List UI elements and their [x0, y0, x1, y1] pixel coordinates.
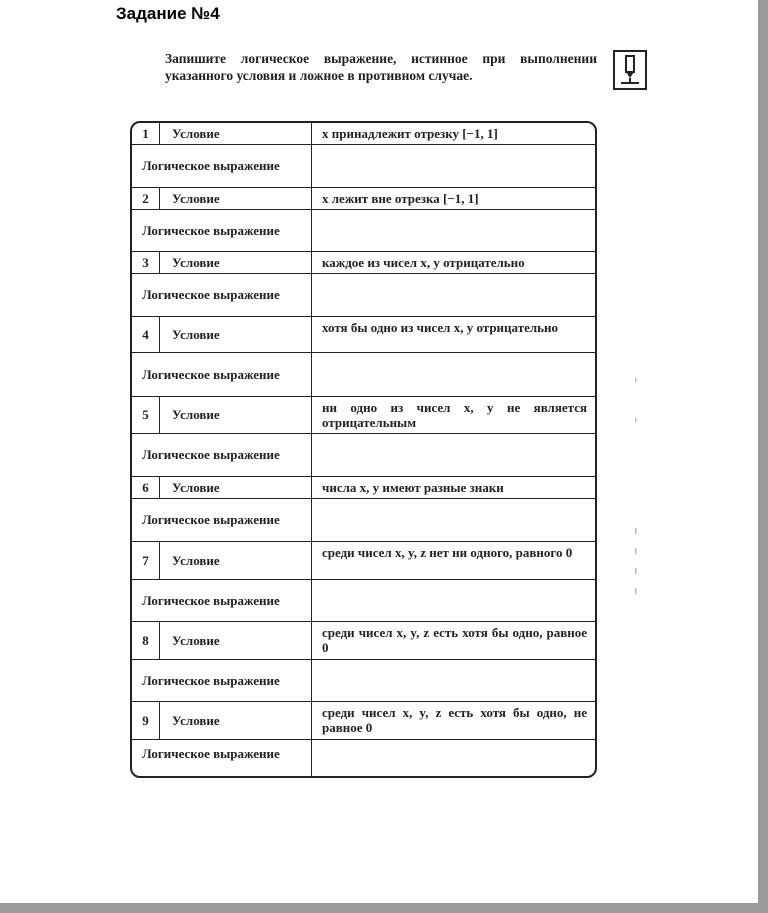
- condition-row: [132, 317, 595, 353]
- expression-label: Логическое выражение: [132, 145, 312, 187]
- expression-answer-cell[interactable]: [312, 499, 595, 541]
- expression-row: [132, 499, 595, 542]
- condition-label: Условие: [160, 188, 312, 209]
- condition-text: среди чисел x, y, z есть хотя бы одно, не равное 0: [322, 705, 587, 735]
- condition-label: Условие: [160, 252, 312, 273]
- expression-answer-cell[interactable]: [312, 210, 595, 251]
- expression-answer-cell[interactable]: [312, 145, 595, 187]
- item-number: 1: [132, 123, 160, 144]
- condition-text: каждое из чисел x, y отрицательно: [322, 255, 525, 270]
- expression-label: Логическое выражение: [132, 353, 312, 396]
- task-title: Задание №4: [116, 4, 220, 23]
- item-number: 4: [132, 317, 160, 352]
- expression-row: [132, 580, 595, 622]
- condition-label: Условие: [160, 702, 312, 739]
- expression-row: [132, 210, 595, 252]
- item-number: 2: [132, 188, 160, 209]
- expression-answer-cell[interactable]: [312, 740, 595, 778]
- condition-row: [132, 622, 595, 660]
- condition-text: хотя бы одно из чисел x, y отрицательно: [322, 320, 559, 335]
- expression-label: Логическое выражение: [132, 274, 312, 316]
- expression-row: [132, 740, 595, 778]
- expression-answer-cell[interactable]: [312, 274, 595, 316]
- condition-text: числа x, y имеют разные знаки: [322, 480, 504, 495]
- condition-row: [132, 397, 595, 434]
- condition-text: x принадлежит отрезку [−1, 1]: [322, 126, 498, 141]
- margin-scan-marks: [634, 378, 638, 618]
- condition-row: [132, 702, 595, 740]
- expression-label: Логическое выражение: [132, 660, 312, 701]
- condition-text: x лежит вне отрезка [−1, 1]: [322, 191, 479, 206]
- condition-label: Условие: [160, 477, 312, 498]
- item-number: 3: [132, 252, 160, 273]
- expression-row: [132, 145, 595, 188]
- condition-label: Условие: [160, 622, 312, 659]
- item-number: 8: [132, 622, 160, 659]
- condition-row: [132, 252, 595, 274]
- expression-row: [132, 353, 595, 397]
- condition-row: [132, 123, 595, 145]
- condition-label: Условие: [160, 397, 312, 433]
- task-instruction: Запишите логическое выражение, истинное при выполнении указанного условия и ложное в противном случае.: [165, 51, 597, 83]
- condition-row: [132, 477, 595, 499]
- item-number: 9: [132, 702, 160, 739]
- condition-row: [132, 188, 595, 210]
- expression-row: [132, 660, 595, 702]
- condition-row: [132, 542, 595, 580]
- pen-icon: [613, 50, 647, 90]
- expression-answer-cell[interactable]: [312, 353, 595, 396]
- expression-label: Логическое выражение: [132, 434, 312, 476]
- expression-row: [132, 274, 595, 317]
- item-number: 7: [132, 542, 160, 579]
- expression-label: Логическое выражение: [132, 580, 312, 621]
- condition-label: Условие: [160, 317, 312, 352]
- expression-answer-cell[interactable]: [312, 660, 595, 701]
- condition-label: Условие: [160, 123, 312, 144]
- condition-text: среди чисел x, y, z нет ни одного, равного 0: [322, 545, 573, 560]
- expression-label: Логическое выражение: [132, 499, 312, 541]
- item-number: 6: [132, 477, 160, 498]
- expression-label: Логическое выражение: [132, 740, 312, 778]
- expression-row: [132, 434, 595, 477]
- condition-text: среди чисел x, y, z есть хотя бы одно, равное 0: [322, 625, 587, 655]
- expression-answer-cell[interactable]: [312, 580, 595, 621]
- task-table: [130, 121, 597, 778]
- expression-label: Логическое выражение: [132, 210, 312, 251]
- condition-label: Условие: [160, 542, 312, 579]
- item-number: 5: [132, 397, 160, 433]
- condition-text: ни одно из чисел x, y не является отрицательным: [322, 400, 587, 430]
- expression-answer-cell[interactable]: [312, 434, 595, 476]
